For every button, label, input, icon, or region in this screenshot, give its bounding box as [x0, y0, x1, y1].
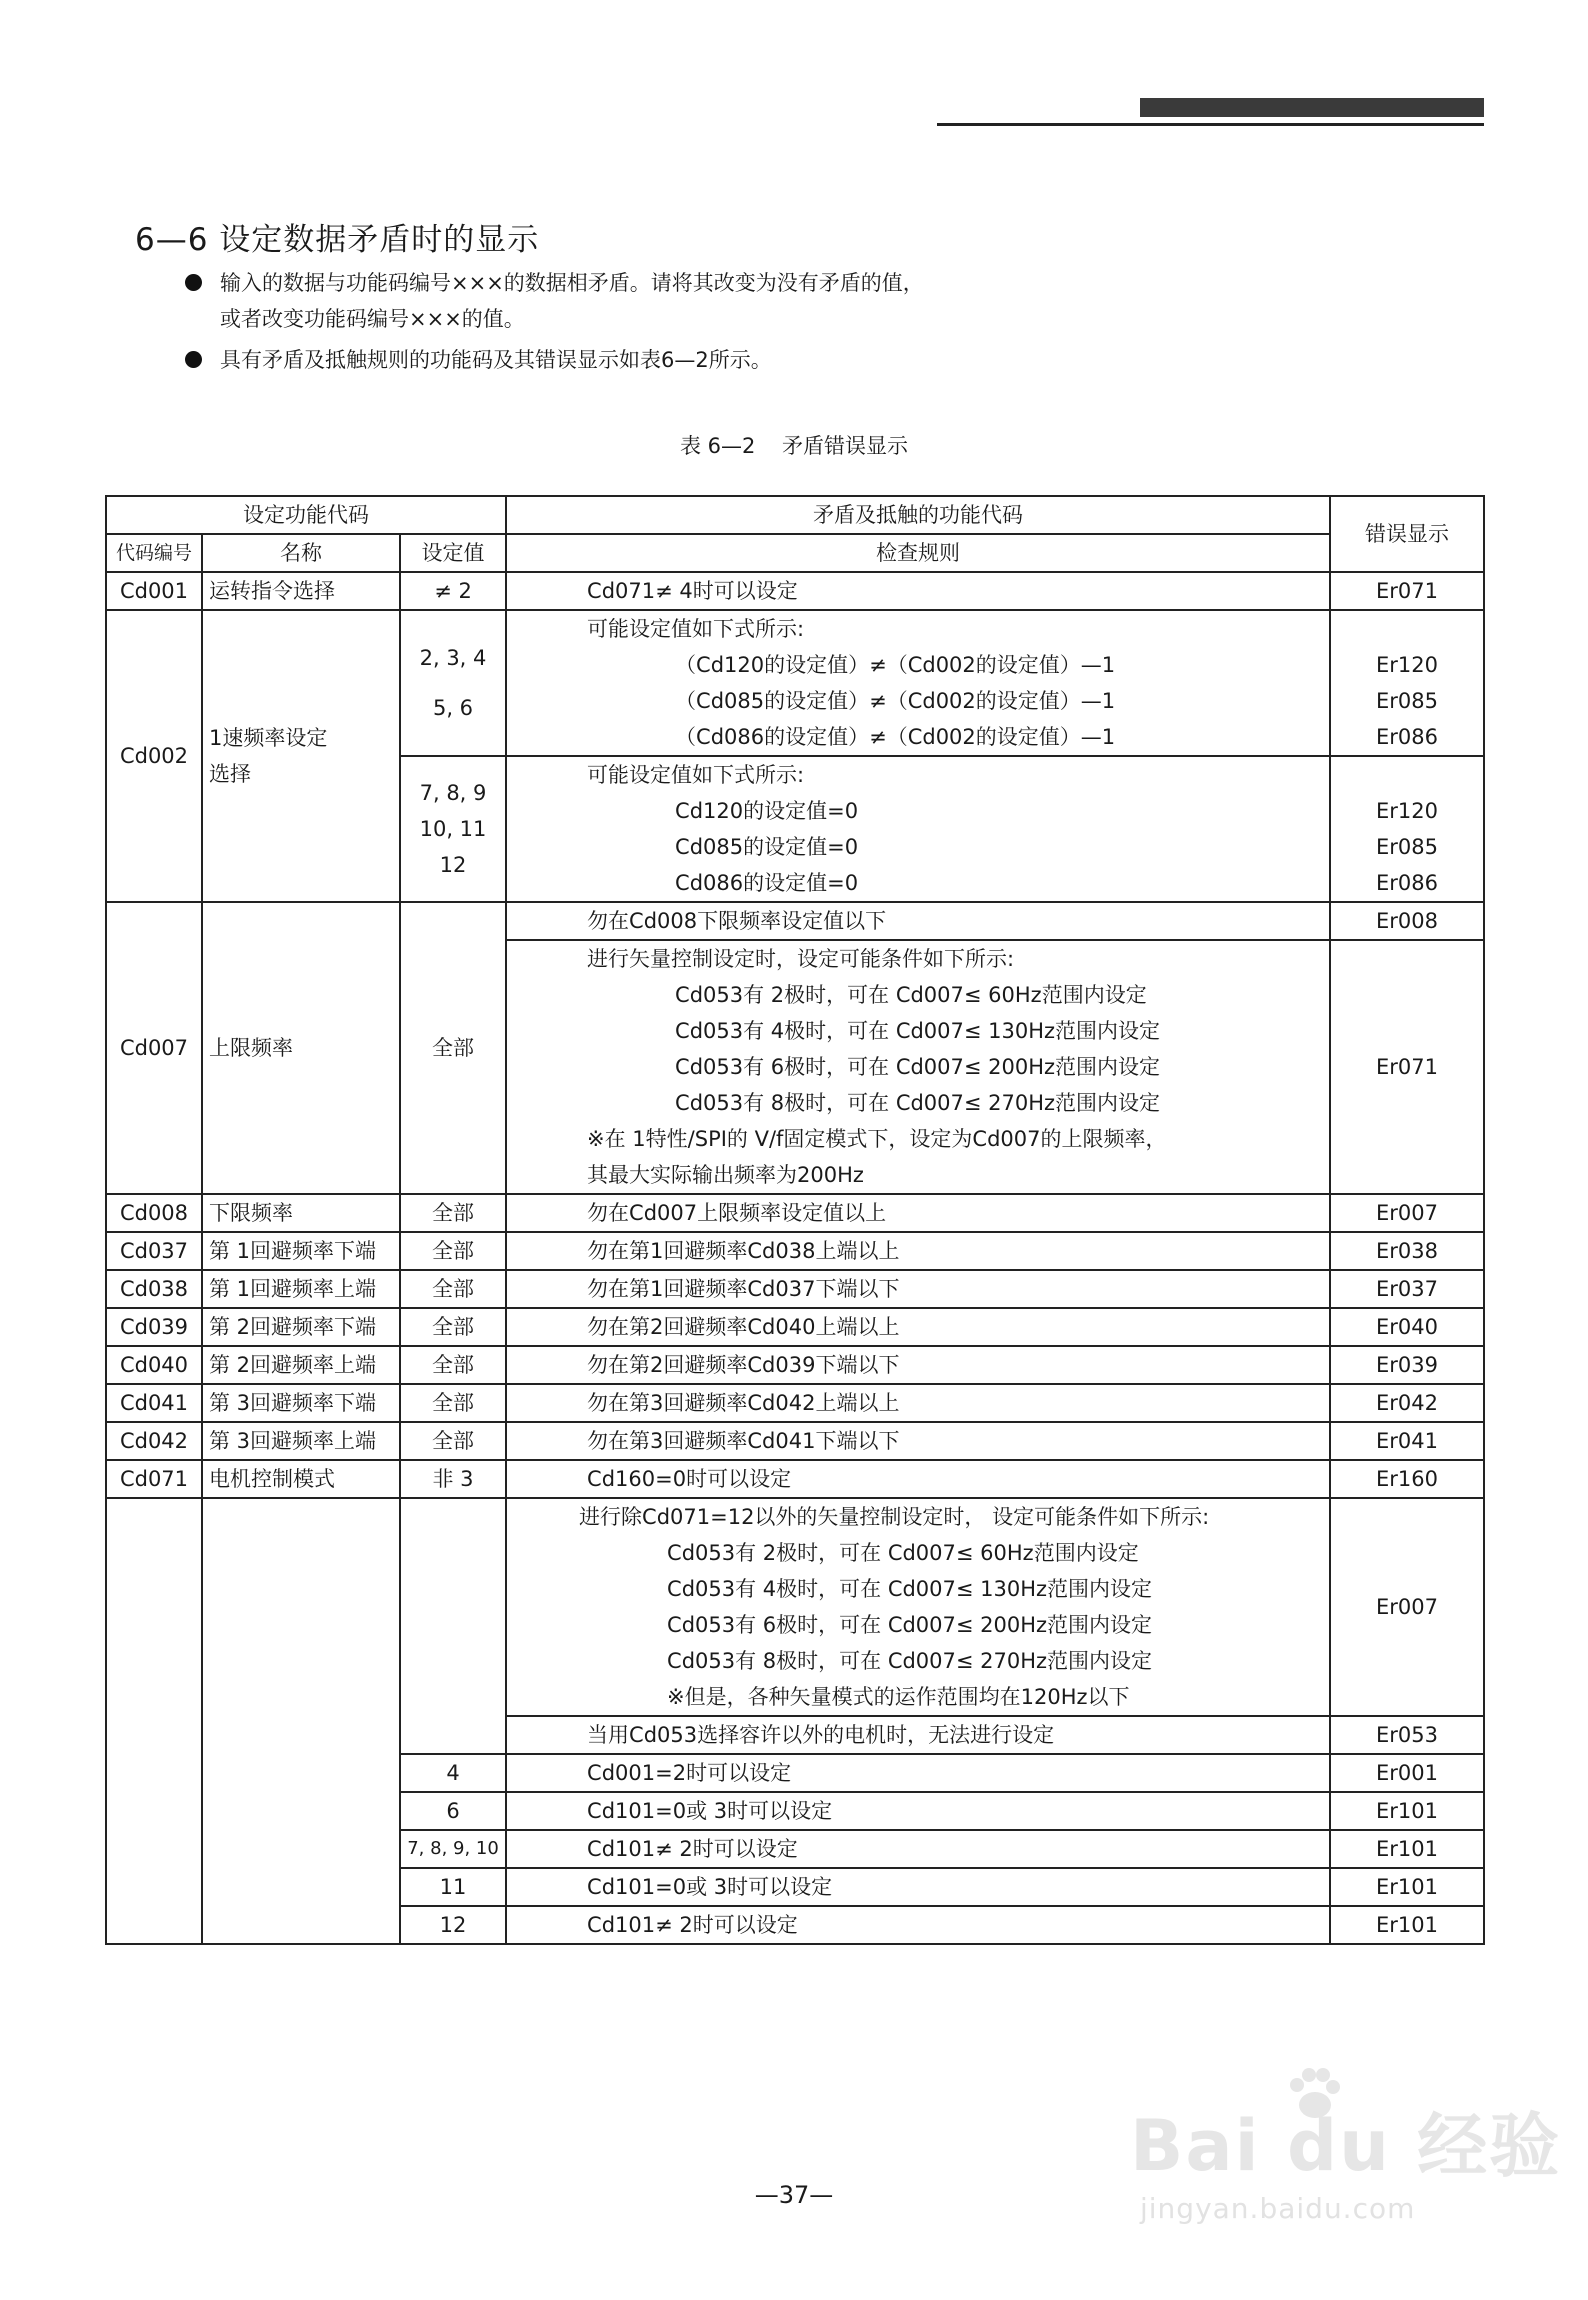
rule-head: 可能设定值如下式所示:: [587, 617, 805, 641]
cell-name: 第 2回避频率上端: [202, 1346, 400, 1384]
cell-name: [202, 1498, 400, 1944]
cell-code: Cd039: [106, 1308, 202, 1346]
table-row: [106, 572, 1484, 610]
cell-setting: 全部: [400, 1270, 506, 1308]
header-row: [106, 534, 1484, 572]
cell-rule: Cd071≠ 4时可以设定: [506, 572, 1330, 610]
section-title: 6—6 设定数据矛盾时的显示: [135, 222, 540, 258]
table-row: [106, 1270, 1484, 1308]
rule-line: Cd120的设定值=0: [675, 799, 859, 823]
cell-error: Er007: [1330, 1498, 1484, 1716]
rule-head: 可能设定值如下式所示:: [587, 763, 805, 787]
cell-error: Er101: [1330, 1830, 1484, 1868]
cell-setting: 全部: [400, 1308, 506, 1346]
cell-name: 电机控制模式: [202, 1460, 400, 1498]
cell-rule: 勿在第1回避频率Cd038上端以上: [506, 1232, 1330, 1270]
cell-setting: 7, 8, 9 10, 11 12: [400, 756, 506, 902]
cell-error: Er041: [1330, 1422, 1484, 1460]
header-code: 代码编号: [106, 534, 202, 572]
cell-rule: 当用Cd053选择容许以外的电机时，无法进行设定: [506, 1716, 1330, 1754]
error-code: Er085: [1376, 689, 1439, 713]
cell-setting: 非 3: [400, 1460, 506, 1498]
rule-line: Cd053有 6极时，可在 Cd007≤ 200Hz范围内设定: [667, 1613, 1153, 1637]
cell-name: 第 1回避频率下端: [202, 1232, 400, 1270]
header-error: 错误显示: [1330, 496, 1484, 572]
watermark-logo: Bai du 经验: [1130, 2105, 1562, 2187]
caption-title: 矛盾错误显示: [782, 434, 909, 458]
cell-error: Er042: [1330, 1384, 1484, 1422]
cell-error: Er007: [1330, 1194, 1484, 1232]
cell-name: 1速频率设定 选择: [202, 610, 400, 902]
cell-code: Cd040: [106, 1346, 202, 1384]
cell-rule: [506, 940, 1330, 1194]
cell-name: 第 3回避频率上端: [202, 1422, 400, 1460]
header-row: [106, 496, 1484, 534]
cell-name: 第 1回避频率上端: [202, 1270, 400, 1308]
bullet-dot-icon: [185, 274, 202, 291]
header-rule: [937, 123, 1484, 126]
rule-line: Cd053有 4极时，可在 Cd007≤ 130Hz范围内设定: [667, 1577, 1153, 1601]
rule-note: ※在 1特性/SPI的 V/f固定模式下，设定为Cd007的上限频率， 其最大实际输出频率为200Hz: [587, 1127, 1167, 1187]
cell-rule: 勿在第3回避频率Cd041下端以下: [506, 1422, 1330, 1460]
rule-line: （Cd120的设定值）≠（Cd002的设定值）—1: [675, 653, 1116, 677]
page-number: —37—: [754, 2181, 834, 2209]
error-code: Er086: [1376, 725, 1439, 749]
bullet-dot-icon: [185, 351, 202, 368]
cell-error: Er160: [1330, 1460, 1484, 1498]
cell-code: Cd008: [106, 1194, 202, 1232]
cell-rule: [506, 610, 1330, 756]
cell-name: 运转指令选择: [202, 572, 400, 610]
cell-name: 上限频率: [202, 902, 400, 1194]
error-code: Er085: [1376, 835, 1439, 859]
cell-setting: 全部: [400, 1384, 506, 1422]
cell-code: Cd041: [106, 1384, 202, 1422]
rule-head: 进行矢量控制设定时，设定可能条件如下所示:: [587, 947, 1015, 971]
table-row: [106, 902, 1484, 940]
rule-line: Cd053有 2极时，可在 Cd007≤ 60Hz范围内设定: [667, 1541, 1139, 1565]
header-setting: 设定值: [400, 534, 506, 572]
cell-rule: Cd101=0或 3时可以设定: [506, 1868, 1330, 1906]
cell-code: [106, 1498, 202, 1944]
header-name: 名称: [202, 534, 400, 572]
cell-code: Cd002: [106, 610, 202, 902]
cell-setting: 4: [400, 1754, 506, 1792]
rule-line: （Cd086的设定值）≠（Cd002的设定值）—1: [675, 725, 1116, 749]
cell-error: Er040: [1330, 1308, 1484, 1346]
cell-error: Er101: [1330, 1792, 1484, 1830]
cell-setting: 全部: [400, 1232, 506, 1270]
rule-line: Cd053有 8极时，可在 Cd007≤ 270Hz范围内设定: [675, 1091, 1161, 1115]
bullet-text: 输入的数据与功能码编号×××的数据相矛盾。请将其改变为没有矛盾的值， 或者改变功能码编号×××的值。: [220, 271, 924, 331]
cell-setting: 11: [400, 1868, 506, 1906]
conflict-table: [105, 495, 1483, 1945]
rule-line: Cd053有 8极时，可在 Cd007≤ 270Hz范围内设定: [667, 1649, 1153, 1673]
cell-setting: 全部: [400, 902, 506, 1194]
rule-line: Cd085的设定值=0: [675, 835, 859, 859]
cell-code: Cd007: [106, 902, 202, 1194]
bullet-item: [185, 342, 772, 378]
cell-code: Cd037: [106, 1232, 202, 1270]
cell-error: Er001: [1330, 1754, 1484, 1792]
cell-code: Cd042: [106, 1422, 202, 1460]
cell-error: Er053: [1330, 1716, 1484, 1754]
table-row: [106, 1460, 1484, 1498]
rule-line: Cd086的设定值=0: [675, 871, 859, 895]
cell-rule: 勿在第2回避频率Cd039下端以下: [506, 1346, 1330, 1384]
cell-rule: Cd160=0时可以设定: [506, 1460, 1330, 1498]
rule-line: （Cd085的设定值）≠（Cd002的设定值）—1: [675, 689, 1116, 713]
cell-setting: 7, 8, 9, 10: [400, 1830, 506, 1868]
rule-line: Cd053有 4极时，可在 Cd007≤ 130Hz范围内设定: [675, 1019, 1161, 1043]
caption-number: 表 6—2: [679, 434, 756, 458]
cell-rule: 勿在Cd007上限频率设定值以上: [506, 1194, 1330, 1232]
table-row: [106, 1498, 1484, 1716]
cell-rule: Cd101≠ 2时可以设定: [506, 1906, 1330, 1944]
bullet-text: 具有矛盾及抵触规则的功能码及其错误显示如表6—2所示。: [220, 348, 772, 372]
cell-error: Er008: [1330, 902, 1484, 940]
table-row: [106, 1194, 1484, 1232]
table-row: [106, 1232, 1484, 1270]
cell-rule: 勿在第3回避频率Cd042上端以上: [506, 1384, 1330, 1422]
cell-error: Er071: [1330, 572, 1484, 610]
cell-error: [1330, 610, 1484, 756]
header-bar: [1140, 98, 1484, 117]
rule-note: ※但是，各种矢量模式的运作范围均在120Hz以下: [667, 1685, 1130, 1709]
error-code: Er120: [1376, 799, 1439, 823]
header-group-setting: 设定功能代码: [106, 496, 506, 534]
header-group-conflict: 矛盾及抵触的功能代码: [506, 496, 1330, 534]
table-caption: [0, 430, 1588, 460]
cell-rule: Cd001=2时可以设定: [506, 1754, 1330, 1792]
rule-line: Cd053有 6极时，可在 Cd007≤ 200Hz范围内设定: [675, 1055, 1161, 1079]
table-row: [106, 610, 1484, 756]
cell-name: 第 3回避频率下端: [202, 1384, 400, 1422]
table-row: [106, 1346, 1484, 1384]
cell-setting: 全部: [400, 1194, 506, 1232]
table-row: [106, 1384, 1484, 1422]
cell-setting: ≠ 2: [400, 572, 506, 610]
cell-code: Cd001: [106, 572, 202, 610]
rule-head: 进行除Cd071=12以外的矢量控制设定时， 设定可能条件如下所示:: [579, 1505, 1210, 1529]
cell-rule: [506, 1498, 1330, 1716]
error-code: Er120: [1376, 653, 1439, 677]
cell-error: [1330, 756, 1484, 902]
cell-error: Er101: [1330, 1868, 1484, 1906]
cell-name: 下限频率: [202, 1194, 400, 1232]
cell-rule: Cd101=0或 3时可以设定: [506, 1792, 1330, 1830]
cell-rule: 勿在第1回避频率Cd037下端以下: [506, 1270, 1330, 1308]
cell-code: Cd071: [106, 1460, 202, 1498]
cell-setting: 6: [400, 1792, 506, 1830]
bullet-item: [185, 265, 924, 337]
cell-code: Cd038: [106, 1270, 202, 1308]
cell-rule: 勿在Cd008下限频率设定值以下: [506, 902, 1330, 940]
watermark-url: jingyan.baidu.com: [1140, 2192, 1416, 2225]
error-code: Er086: [1376, 871, 1439, 895]
cell-setting: 12: [400, 1906, 506, 1944]
table-row: [106, 1422, 1484, 1460]
cell-setting: [400, 1498, 506, 1754]
cell-rule: [506, 756, 1330, 902]
cell-error: Er101: [1330, 1906, 1484, 1944]
cell-error: Er037: [1330, 1270, 1484, 1308]
cell-name: 第 2回避频率下端: [202, 1308, 400, 1346]
header-rule: 检查规则: [506, 534, 1330, 572]
cell-rule: Cd101≠ 2时可以设定: [506, 1830, 1330, 1868]
cell-setting: 2, 3, 4 5, 6: [400, 610, 506, 756]
cell-setting: 全部: [400, 1346, 506, 1384]
cell-error: Er038: [1330, 1232, 1484, 1270]
cell-error: Er071: [1330, 940, 1484, 1194]
table-row: [106, 1308, 1484, 1346]
cell-setting: 全部: [400, 1422, 506, 1460]
cell-rule: 勿在第2回避频率Cd040上端以上: [506, 1308, 1330, 1346]
rule-line: Cd053有 2极时，可在 Cd007≤ 60Hz范围内设定: [675, 983, 1147, 1007]
cell-error: Er039: [1330, 1346, 1484, 1384]
